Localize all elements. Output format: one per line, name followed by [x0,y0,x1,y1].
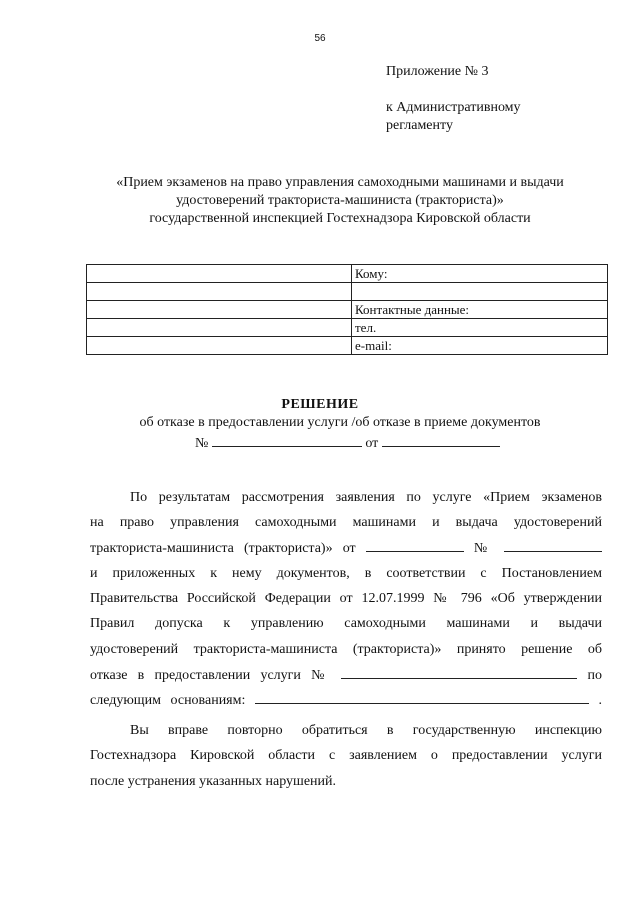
body-line: Гостехнадзора Кировской области с заявлением о предоставлении услуги [90,748,602,763]
table-cell-empty[interactable] [87,337,352,355]
table-row [87,265,608,283]
body-line: По результатам рассмотрения заявления по услуге «Прием экзаменов [130,490,602,505]
table-cell-empty[interactable] [87,301,352,319]
body-line [90,665,602,686]
subject-line: «Прием экзаменов на право управления самоходными машинами и выдачи [116,175,564,190]
body-text: по [587,668,602,683]
body-line: Правил допуска к управлению самоходными машинами и выдачи [90,616,602,631]
body-text: . [598,693,602,708]
recipient-to-label: Кому: [352,265,608,283]
body-line: на право управления самоходными машинами и выдача удостоверений [90,515,602,530]
body-line: Правительства Российской Федерации от 12.07.1999 № 796 «Об утверждении [90,591,602,606]
body-line: Вы вправе повторно обратиться в государственную инспекцию [130,723,602,738]
number-blank[interactable] [212,432,362,447]
table-row [87,337,608,355]
page-number: 56 [314,33,326,44]
body-text: следующим основаниям: [90,693,246,708]
date-blank[interactable] [382,432,500,447]
table-row [87,301,608,319]
decision-subtitle: об отказе в предоставлении услуги /об отказе в приеме документов [139,415,541,430]
subject-line: удостоверений тракториста-машиниста (тракториста)» [176,193,504,208]
recipient-table [86,264,608,355]
appendix-ref-line2: регламенту [386,118,453,133]
subject-line: государственной инспекцией Гостехнадзора Кировской области [149,211,531,226]
body-text: отказе в предоставлении услуги № [90,668,332,683]
decision-number-line [195,432,500,453]
recipient-email-label: e-mail: [352,337,608,355]
body-line: удостоверений тракториста-машиниста (тракториста)» принято решение об [90,642,602,657]
body-line [90,538,602,559]
table-cell-empty[interactable] [87,319,352,337]
recipient-phone-label: тел. [352,319,608,337]
service-subject [60,174,620,228]
body-line: и приложенных к нему документов, в соответствии с Постановлением [90,566,602,581]
body-line: после устранения указанных нарушений. [90,774,337,789]
table-row [87,283,608,301]
decision-title: РЕШЕНИЕ [281,397,359,412]
grounds-blank[interactable] [255,690,589,704]
body-text: тракториста-машиниста (тракториста)» от [90,541,356,556]
from-label: от [365,436,379,451]
appendix-ref-line1: к Административному [386,100,521,115]
body-line [90,690,602,711]
body-text: № [473,541,494,556]
number-label: № [195,436,209,451]
table-cell-empty[interactable] [87,265,352,283]
service-number-blank[interactable] [341,665,577,679]
appendix-title: Приложение № 3 [386,64,489,79]
table-cell-empty[interactable] [352,283,608,301]
recipient-contacts-label: Контактные данные: [352,301,608,319]
application-date-blank[interactable] [366,538,464,552]
table-cell-empty[interactable] [87,283,352,301]
application-number-blank[interactable] [504,538,602,552]
table-row [87,319,608,337]
